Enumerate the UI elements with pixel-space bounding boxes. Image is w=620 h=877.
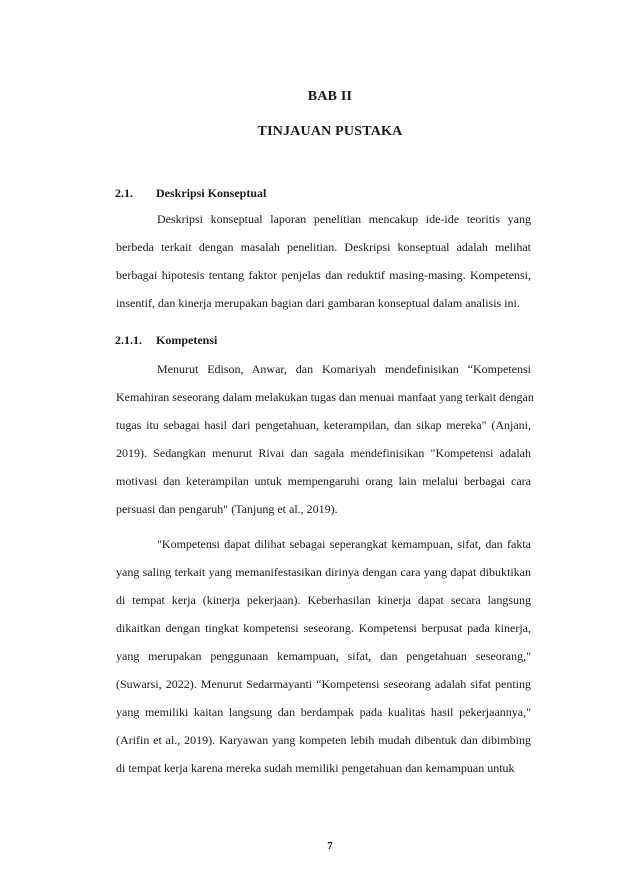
section-number: 2.1. <box>115 186 133 200</box>
section-heading-2-1 <box>115 186 266 201</box>
text-line: (Suwarsi, 2022). Menurut Sedarmayanti “Kompetensi seseorang adalah sifat penting <box>116 677 531 691</box>
text-line: insentif, dan kinerja merupakan bagian dari gambaran konseptual dalam analisis ini. <box>116 296 520 310</box>
text-line: "Kompetensi dapat dilihat sebagai seperangkat kemampuan, sifat, dan fakta <box>157 537 531 551</box>
text-line: motivasi dan keterampilan untuk mempengaruhi orang lain melalui berbagai cara <box>116 474 531 488</box>
text-line: persuasi dan pengaruh" (Tanjung et al., 2019). <box>116 502 338 516</box>
text-line: Menurut Edison, Anwar, dan Komariyah mendefinisikan “Kompetensi <box>157 362 531 376</box>
chapter-subtitle: TINJAUAN PUSTAKA <box>257 124 403 139</box>
text-line: di tempat kerja (kinerja pekerjaan). Keberhasilan kinerja dapat secara langsung <box>116 593 531 607</box>
section-title: Kompetensi <box>156 333 218 347</box>
section-heading-2-1-1 <box>115 333 217 348</box>
text-line: yang saling terkait yang memanifestasikan dirinya dengan cara yang dapat dibuktikan <box>116 565 531 579</box>
text-line: di tempat kerja karena mereka sudah memiliki pengetahuan dan kemampuan untuk <box>116 761 515 775</box>
text-line: Kemahiran seseorang dalam melakukan tugas dan menuai manfaat yang terkait dengan <box>116 390 534 404</box>
text-line: (Arifin et al., 2019). Karyawan yang kompeten lebih mudah dibentuk dan dibimbing <box>116 733 531 747</box>
text-line: tugas itu sebagai hasil dari pengetahuan, keterampilan, dan sikap mereka" (Anjani, <box>116 418 531 432</box>
text-line: dikaitkan dengan tingkat kompetensi seseorang. Kompetensi berpusat pada kinerja, <box>116 621 531 635</box>
text-line: berbeda terkait dengan masalah penelitian. Deskripsi konseptual adalah melihat <box>116 240 531 254</box>
text-line: yang merupakan penggunaan kemampuan, sifat, dan pengetahuan seseorang," <box>116 649 531 663</box>
text-line: yang memiliki kaitan langsung dan berdampak pada kualitas hasil pekerjaannya," <box>116 705 531 719</box>
text-line: Deskripsi konseptual laporan penelitian mencakup ide-ide teoritis yang <box>157 212 531 226</box>
section-title: Deskripsi Konseptual <box>156 186 267 200</box>
paragraph-kompetensi-2 <box>116 530 531 782</box>
section-number: 2.1.1. <box>115 333 142 347</box>
text-line: berbagai hipotesis tentang faktor penjelas dan reduktif masing-masing. Kompetensi, <box>116 268 531 282</box>
text-line: 2019). Sedangkan menurut Rivai dan sagala mendefinisikan "Kompetensi adalah <box>116 446 531 460</box>
paragraph-deskripsi <box>116 205 531 317</box>
chapter-title: BAB II <box>307 89 353 104</box>
page-number: 7 <box>327 840 333 852</box>
paragraph-kompetensi-1 <box>116 355 534 523</box>
